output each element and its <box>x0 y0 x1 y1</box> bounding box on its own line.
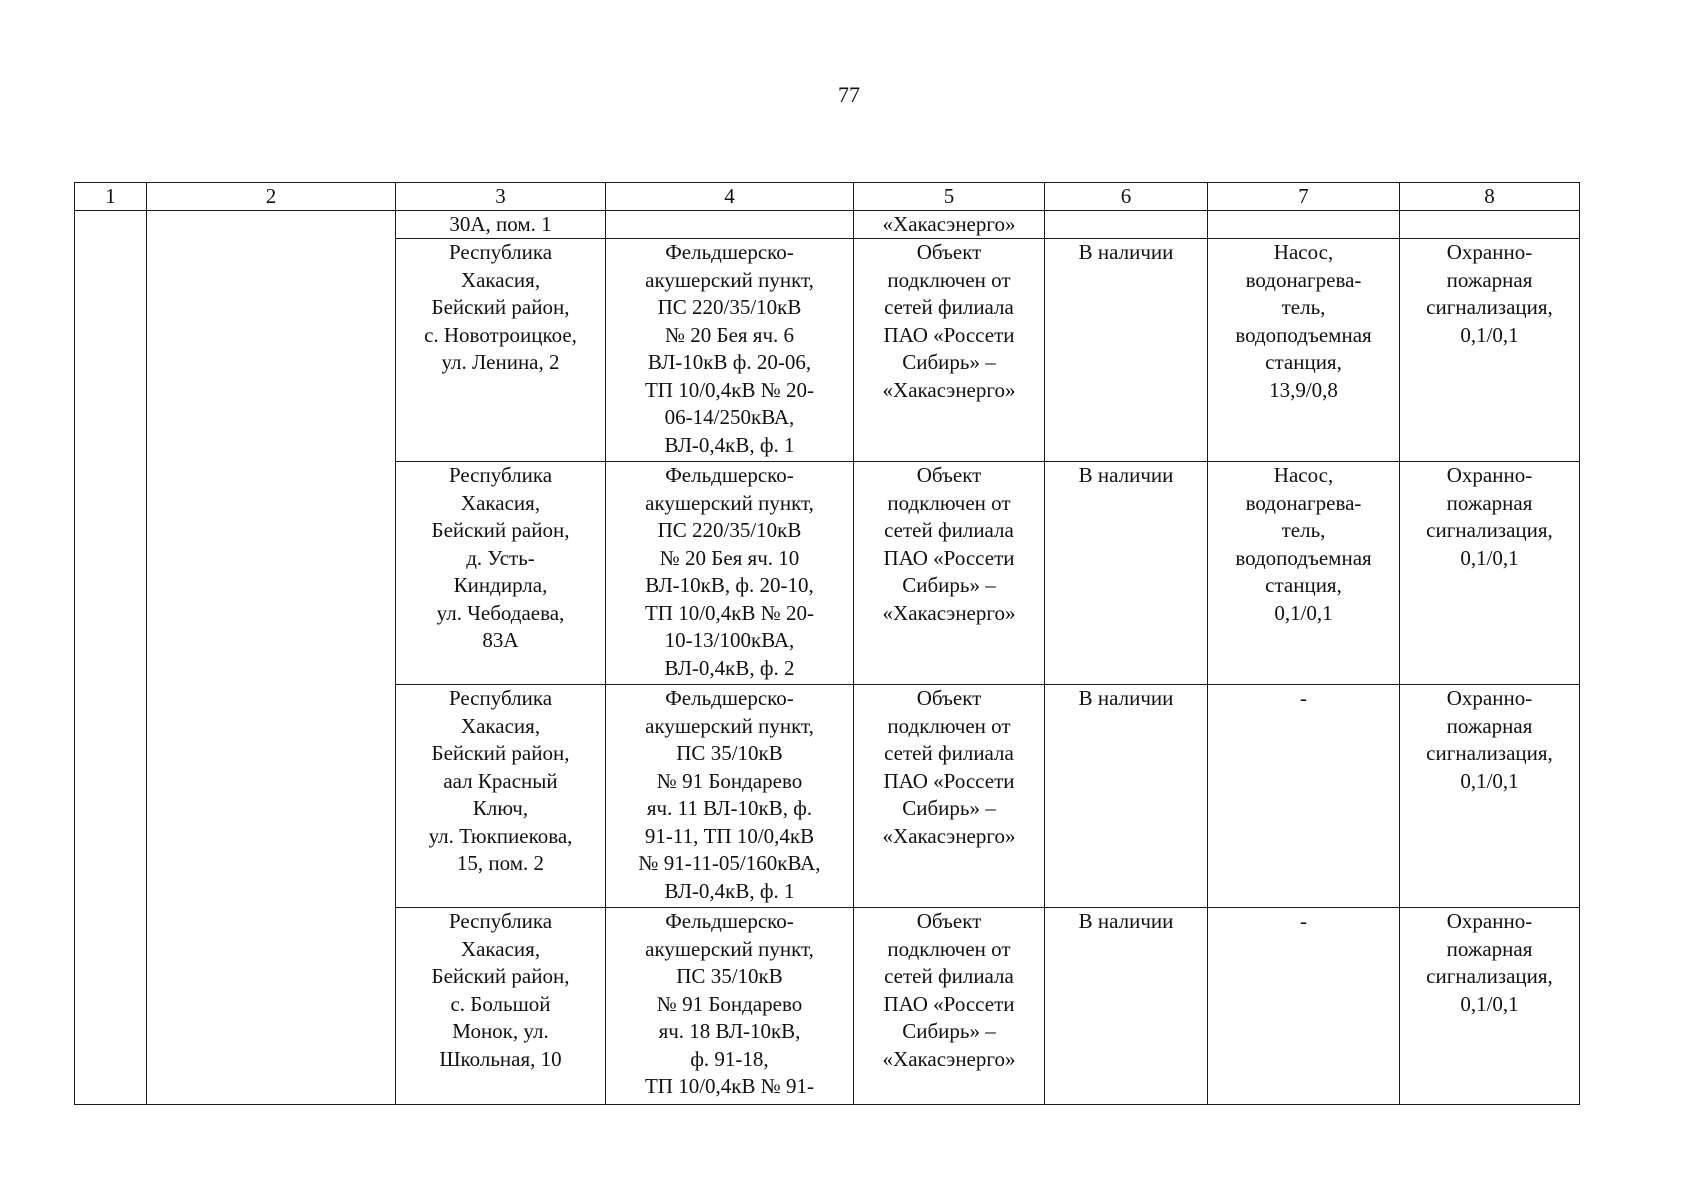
cell-alarm: Охранно- пожарная сигнализация, 0,1/0,1 <box>1400 462 1580 685</box>
cell-equipment: - <box>1208 908 1400 1105</box>
cell-address: Республика Хакасия, Бейский район, аал Красный Ключ, ул. Тюкпиекова, 15, пом. 2 <box>396 685 606 908</box>
cell-equipment <box>1208 211 1400 239</box>
cell-connection: Объект подключен от сетей филиала ПАО «Россети Сибирь» – «Хакасэнерго» <box>854 239 1045 462</box>
cell-availability: В наличии <box>1045 462 1208 685</box>
continuation-row <box>75 211 1580 239</box>
cell-object: Фельдшерско- акушерский пункт, ПС 220/35/10кВ № 20 Бея яч. 10 ВЛ-10кВ, ф. 20-10, ТП 10/0,4кВ № 20- 10-13/100кВА, ВЛ-0,4кВ, ф. 2 <box>606 462 854 685</box>
cell-number <box>75 211 147 1105</box>
cell-alarm: Охранно- пожарная сигнализация, 0,1/0,1 <box>1400 908 1580 1105</box>
cell-object: Фельдшерско- акушерский пункт, ПС 220/35/10кВ № 20 Бея яч. 6 ВЛ-10кВ ф. 20-06, ТП 10/0,4кВ № 20- 06-14/250кВА, ВЛ-0,4кВ, ф. 1 <box>606 239 854 462</box>
cell-availability: В наличии <box>1045 908 1208 1105</box>
cell-alarm: Охранно- пожарная сигнализация, 0,1/0,1 <box>1400 685 1580 908</box>
cell-address: 30А, пом. 1 <box>396 211 606 239</box>
cell-connection: «Хакасэнерго» <box>854 211 1045 239</box>
cell-address: Республика Хакасия, Бейский район, д. Усть- Киндирла, ул. Чебодаева, 83А <box>396 462 606 685</box>
cell-alarm <box>1400 211 1580 239</box>
header-row <box>75 183 1580 211</box>
column-header-1: 1 <box>75 183 147 211</box>
cell-object: Фельдшерско- акушерский пункт, ПС 35/10кВ № 91 Бондарево яч. 18 ВЛ-10кВ, ф. 91-18, ТП 10/0,4кВ № 91- <box>606 908 854 1105</box>
column-header-7: 7 <box>1208 183 1400 211</box>
cell-address: Республика Хакасия, Бейский район, с. Новотроицкое, ул. Ленина, 2 <box>396 239 606 462</box>
cell-object <box>606 211 854 239</box>
cell-equipment: Насос, водонагрева- тель, водоподъемная станция, 0,1/0,1 <box>1208 462 1400 685</box>
cell-object: Фельдшерско- акушерский пункт, ПС 35/10кВ № 91 Бондарево яч. 11 ВЛ-10кВ, ф. 91-11, ТП 10/0,4кВ № 91-11-05/160кВА, ВЛ-0,4кВ, ф. 1 <box>606 685 854 908</box>
cell-address: Республика Хакасия, Бейский район, с. Большой Монок, ул. Школьная, 10 <box>396 908 606 1105</box>
cell-name <box>147 211 396 1105</box>
cell-availability: В наличии <box>1045 239 1208 462</box>
column-header-2: 2 <box>147 183 396 211</box>
cell-availability: В наличии <box>1045 685 1208 908</box>
cell-availability <box>1045 211 1208 239</box>
column-header-6: 6 <box>1045 183 1208 211</box>
page-number: 77 <box>838 82 860 107</box>
cell-connection: Объект подключен от сетей филиала ПАО «Россети Сибирь» – «Хакасэнерго» <box>854 462 1045 685</box>
column-header-4: 4 <box>606 183 854 211</box>
cell-equipment: - <box>1208 685 1400 908</box>
cell-connection: Объект подключен от сетей филиала ПАО «Россети Сибирь» – «Хакасэнерго» <box>854 685 1045 908</box>
column-header-8: 8 <box>1400 183 1580 211</box>
column-header-5: 5 <box>854 183 1045 211</box>
cell-equipment: Насос, водонагрева- тель, водоподъемная станция, 13,9/0,8 <box>1208 239 1400 462</box>
cell-connection: Объект подключен от сетей филиала ПАО «Россети Сибирь» – «Хакасэнерго» <box>854 908 1045 1105</box>
cell-alarm: Охранно- пожарная сигнализация, 0,1/0,1 <box>1400 239 1580 462</box>
column-header-3: 3 <box>396 183 606 211</box>
data-table <box>74 182 1580 1105</box>
